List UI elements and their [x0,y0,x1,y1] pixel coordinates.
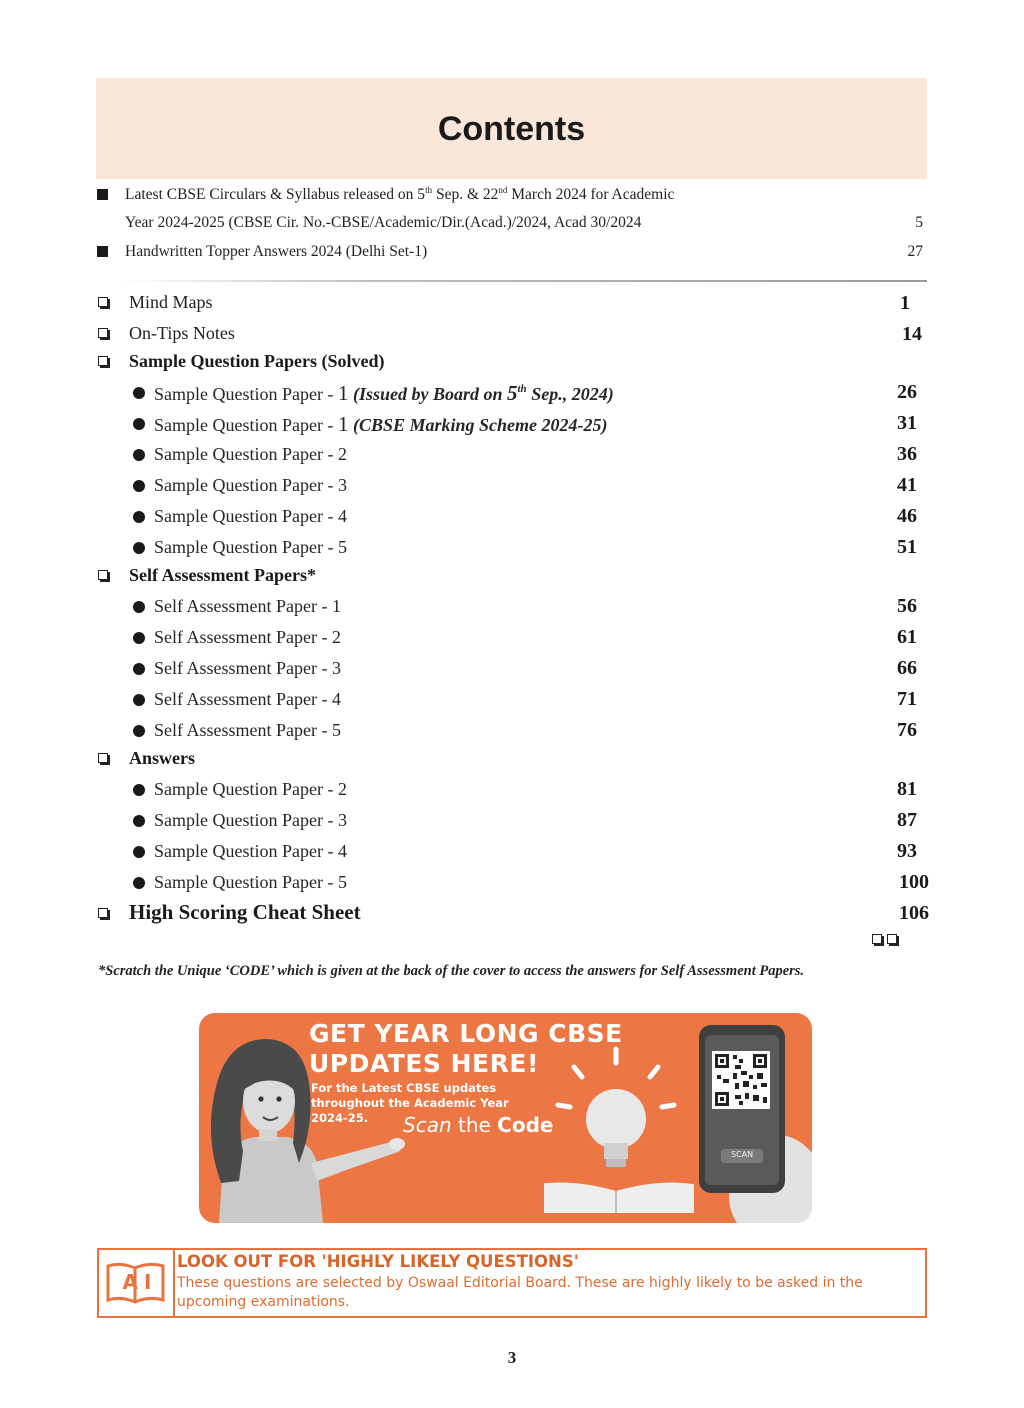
toc-heading-self-assessment[interactable]: Self Assessment Papers* [129,565,316,585]
bullet-dot-icon [133,449,145,461]
checkbox-bullet-icon [98,328,108,338]
bullet-dot-icon [133,480,145,492]
bullet-dot-icon [133,784,145,796]
cbse-updates-banner[interactable] [199,1013,812,1223]
bullet-dot-icon [133,846,145,858]
toc-entry-cheat-sheet[interactable]: High Scoring Cheat Sheet [129,900,361,924]
toc-page: 46 [897,505,917,527]
notice-circulars-line2: Year 2024-2025 (CBSE Cir. No.-CBSE/Academic/Dir.(Acad.)/2024, Acad 30/2024 [125,214,642,231]
toc-entry-answers-sqp-3[interactable]: Sample Question Paper - 3 [154,810,347,830]
page-title: Contents [437,110,586,148]
toc-page: 56 [897,595,917,617]
toc-entry-sap-2[interactable]: Self Assessment Paper - 2 [154,627,341,647]
checkbox-bullet-icon [98,356,108,366]
bullet-dot-icon [133,511,145,523]
highly-likely-title: LOOK OUT FOR 'HIGHLY LIKELY QUESTIONS' [177,1252,579,1271]
toc-entry-sqp-5[interactable]: Sample Question Paper - 5 [154,537,347,557]
lightbulb-book-icon [544,1043,694,1223]
toc-page: 76 [897,719,917,741]
toc-page: 51 [897,536,917,558]
toc-entry-sap-4[interactable]: Self Assessment Paper - 4 [154,689,341,709]
banner-heading-line2: UPDATES HERE! [309,1049,539,1078]
bullet-dot-icon [133,877,145,889]
toc-entry-sqp-3[interactable]: Sample Question Paper - 3 [154,475,347,495]
toc-entry-answers-sqp-4[interactable]: Sample Question Paper - 4 [154,841,347,861]
toc-entry-answers-sqp-5[interactable]: Sample Question Paper - 5 [154,872,347,892]
toc-page: 31 [897,412,917,434]
toc-entry-sqp-2[interactable]: Sample Question Paper - 2 [154,444,347,464]
bullet-dot-icon [133,694,145,706]
toc-entry-on-tips-notes[interactable]: On-Tips Notes [129,323,235,343]
toc-heading-answers[interactable]: Answers [129,748,195,768]
footnote: *Scratch the Unique ‘CODE’ which is given at the back of the cover to access the answers for Self Assessment Papers. [98,963,805,979]
phone-qr-illustration [677,1013,812,1223]
checkbox-bullet-icon [98,753,108,763]
bullet-dot-icon [133,387,145,399]
banner-heading-line1: GET YEAR LONG CBSE [309,1019,623,1048]
highly-likely-description: These questions are selected by Oswaal Editorial Board. These are highly likely to be asked in the upcoming examinations. [177,1275,863,1310]
toc-page: 71 [897,688,917,710]
toc-page: 61 [897,626,917,648]
toc-page: 93 [897,840,917,862]
toc-entry-mind-maps[interactable]: Mind Maps [129,292,213,312]
notice-topper-page: 27 [907,243,923,260]
phone-scan-button: SCAN [730,1150,754,1159]
toc-heading-sample-papers[interactable]: Sample Question Papers (Solved) [129,351,385,371]
toc-page: 87 [897,809,917,831]
toc-entry-sap-5[interactable]: Self Assessment Paper - 5 [154,720,341,740]
toc-entry-sqp-4[interactable]: Sample Question Paper - 4 [154,506,347,526]
toc-entry-sap-1[interactable]: Self Assessment Paper - 1 [154,596,341,616]
toc-page: 1 [900,292,910,314]
toc-page: 81 [897,778,917,800]
toc-page: 26 [897,381,917,403]
bullet-dot-icon [133,632,145,644]
toc-page: 100 [899,871,929,893]
notice-topper-answers: Handwritten Topper Answers 2024 (Delhi Set-1) [125,243,428,260]
bullet-dot-icon [133,542,145,554]
checkbox-bullet-icon [98,297,108,307]
checkbox-bullet-icon [98,908,108,918]
ai-book-icon: AI [99,1250,175,1316]
square-bullet-icon [97,189,108,200]
page-number: 3 [507,1348,517,1367]
toc-page: 36 [897,443,917,465]
toc-entry-answers-sqp-2[interactable]: Sample Question Paper - 2 [154,779,347,799]
toc-entry-sqp-1-marking[interactable]: Sample Question Paper - 1 (CBSE Marking Scheme 2024-25) [154,412,608,436]
checkbox-bullet-icon [98,570,108,580]
notice-circulars-page: 5 [915,214,923,231]
banner-scan-text: Scan the Code [403,1113,554,1137]
highly-likely-box [97,1248,927,1318]
bullet-dot-icon [133,601,145,613]
toc-page: 14 [902,323,922,345]
notice-circulars-line1: Latest CBSE Circulars & Syllabus released on 5th Sep. & 22nd March 2024 for Academic [125,185,675,203]
bullet-dot-icon [133,418,145,430]
banner-body: For the Latest CBSE updates throughout the Academic Year 2024-25. [311,1081,509,1125]
toc-page: 41 [897,474,917,496]
divider [120,280,927,282]
toc-page: 66 [897,657,917,679]
toc-entry-sap-3[interactable]: Self Assessment Paper - 3 [154,658,341,678]
bullet-dot-icon [133,815,145,827]
toc-page: 106 [899,902,929,924]
bullet-dot-icon [133,725,145,737]
bullet-dot-icon [133,663,145,675]
toc-entry-sqp-1-board[interactable]: Sample Question Paper - 1 (Issued by Board on 5th Sep., 2024) [154,381,614,405]
square-bullet-icon [97,246,108,257]
